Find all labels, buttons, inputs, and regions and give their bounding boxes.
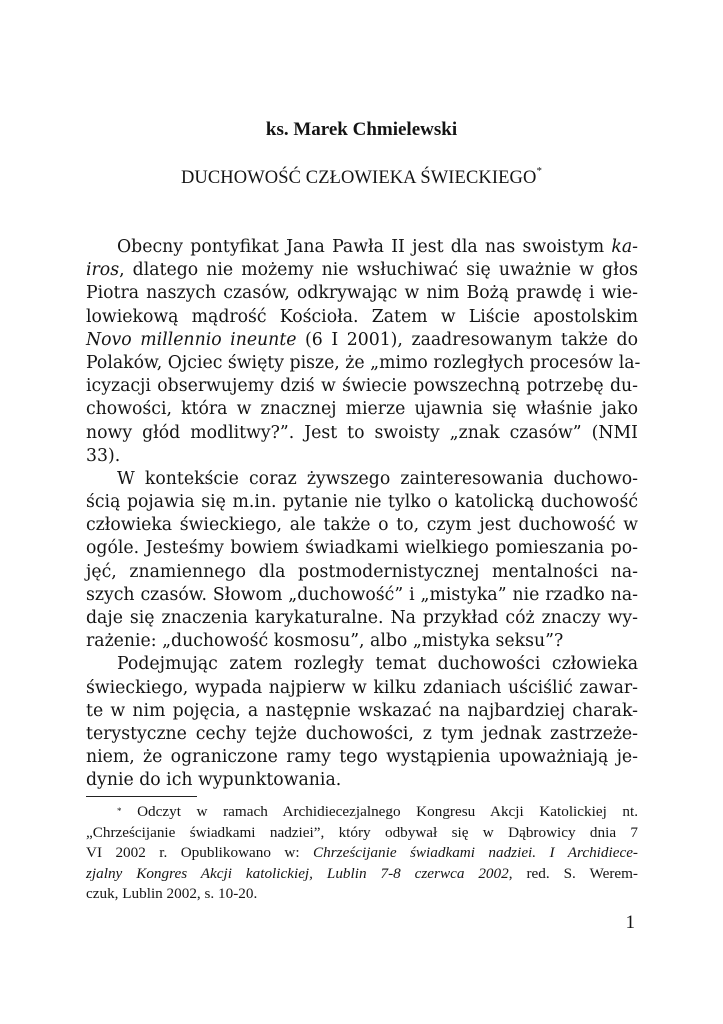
- footnote-italic: Chrześcijanie świadkami nadziei. I Archidiece-: [313, 844, 638, 862]
- body-line: [86, 561, 638, 584]
- body-line-text: dynie do ich wypunktowania.: [86, 770, 342, 791]
- footnote-italic: zjalny Kongres Akcji katolickiej, Lublin 7-8 czerwca 2002: [86, 864, 509, 882]
- body-line-text: chowości, która w znacznej mierze ujawnia się właśnie jako: [86, 399, 638, 420]
- body-line: [86, 468, 638, 491]
- body-line-text: W kontekście coraz żywszego zainteresowania duchowo-: [117, 468, 638, 489]
- body-line-text: Piotra naszych czasów, odkrywając w nim Bożą prawdę i wie-: [86, 283, 638, 304]
- body-line: [86, 491, 638, 514]
- footnote-line: [86, 864, 638, 885]
- body-line: [86, 653, 638, 676]
- body-line-italic: iros: [86, 260, 120, 281]
- body-line: [86, 746, 638, 769]
- page-number: 1: [625, 912, 635, 933]
- body-line: [86, 259, 638, 282]
- body-line-text: , dlatego nie możemy nie wsłuchiwać się uważnie w głos: [119, 260, 638, 281]
- body-line-text: niem, że ograniczone ramy tego wystąpienia upoważniają je-: [86, 747, 638, 768]
- body-line: [86, 329, 638, 352]
- body-line-text: Obecny pontyfikat Jana Pawła II jest dla nas swoistym: [117, 237, 612, 257]
- body-line: [86, 607, 638, 630]
- body-line: [86, 584, 638, 607]
- body-line-text: szych czasów. Słowom „duchowość” i „mistyka” nie rzadko na-: [86, 584, 638, 605]
- footnote-separator: [86, 796, 197, 797]
- footnote-line: [86, 802, 638, 823]
- footnote-text: Odczyt w ramach Archidiecezjalnego Kongresu Akcji Katolickiej nt.: [121, 803, 638, 820]
- body-line-text: nowy głód modlitwy?”. Jest to swoisty „znak czasów” (NMI: [86, 422, 638, 443]
- footnote-line: [86, 843, 638, 864]
- body-line: [86, 677, 638, 700]
- body-line: [86, 700, 638, 723]
- author-name: ks. Marek Chmielewski: [265, 119, 458, 140]
- footnote-marker: *: [117, 806, 122, 816]
- body-line: [86, 445, 638, 468]
- body-line-text: icyzacji obserwujemy dziś w świecie powszechną potrzebę du-: [86, 376, 638, 397]
- article-title: [0, 165, 723, 189]
- title-footnote-marker: *: [536, 165, 543, 177]
- body-line: [86, 236, 638, 259]
- body-line-text: terystyczne cechy tejże duchowości, z tym jednak zastrzeże-: [86, 723, 638, 744]
- footnote-text: , red. S. Werem-: [508, 864, 638, 882]
- body-line: [86, 352, 641, 375]
- body-line-text: ogóle. Jesteśmy bowiem świadkami wielkiego pomieszania po-: [86, 538, 638, 559]
- body-line-text: ścią pojawia się m.in. pytanie nie tylko o katolicką duchowość: [86, 492, 638, 513]
- body-line-text: człowieka świeckiego, ale także o to, czym jest duchowość w: [86, 515, 638, 536]
- body-line: [86, 398, 638, 421]
- body-line-text: te w nim pojęcia, a następnie wskazać na najbardziej charak-: [86, 700, 638, 721]
- body-line: [86, 630, 638, 653]
- body-line: [86, 422, 638, 445]
- footnote-line: [86, 823, 638, 844]
- body-line-text: 33).: [86, 445, 121, 466]
- body-line-text: Polaków, Ojciec święty pisze, że „mimo rozległych procesów la-: [86, 352, 641, 373]
- body-text: [86, 236, 641, 793]
- body-line: [86, 514, 638, 537]
- body-line-italic: Novo millennio ineunte: [86, 329, 297, 350]
- body-line: [86, 375, 638, 398]
- body-line: [86, 537, 638, 560]
- body-line-text: jęć, znamiennego dla postmodernistycznej mentalności na-: [86, 561, 638, 582]
- footnote-text: „Chrześcijanie świadkami nadziei”, który odbywał się w Dąbrowicy dnia 7: [86, 823, 638, 841]
- footnote: [86, 802, 638, 905]
- body-line-text: Podejmując zatem rozległy temat duchowości człowieka: [117, 654, 638, 675]
- body-line-text: lowiekową mądrość Kościoła. Zatem w Liście apostolskim: [86, 306, 638, 327]
- footnote-text: VI 2002 r. Opublikowano w:: [86, 844, 314, 862]
- footnote-line: [86, 884, 638, 905]
- body-line-text: (6 I 2001), zaadresowanym także do: [296, 329, 638, 350]
- body-line-text: rażenie: „duchowość kosmosu”, albo „mistyka seksu”?: [86, 631, 564, 652]
- body-line: [86, 306, 638, 329]
- body-line: [86, 723, 638, 746]
- body-line: [86, 282, 638, 305]
- body-line-text: świeckiego, wypada najpierw w kilku zdaniach uściślić zawar-: [86, 677, 638, 698]
- title-text: DUCHOWOŚĆ CZŁOWIEKA ŚWIECKIEGO: [180, 168, 537, 188]
- body-line: [86, 769, 638, 792]
- body-line-text: daje się znaczenia karykaturalne. Na przykład cóż znaczy wy-: [86, 608, 638, 628]
- footnote-text: czuk, Lublin 2002, s. 10-20.: [86, 885, 258, 903]
- body-line-italic: ka-: [611, 237, 638, 257]
